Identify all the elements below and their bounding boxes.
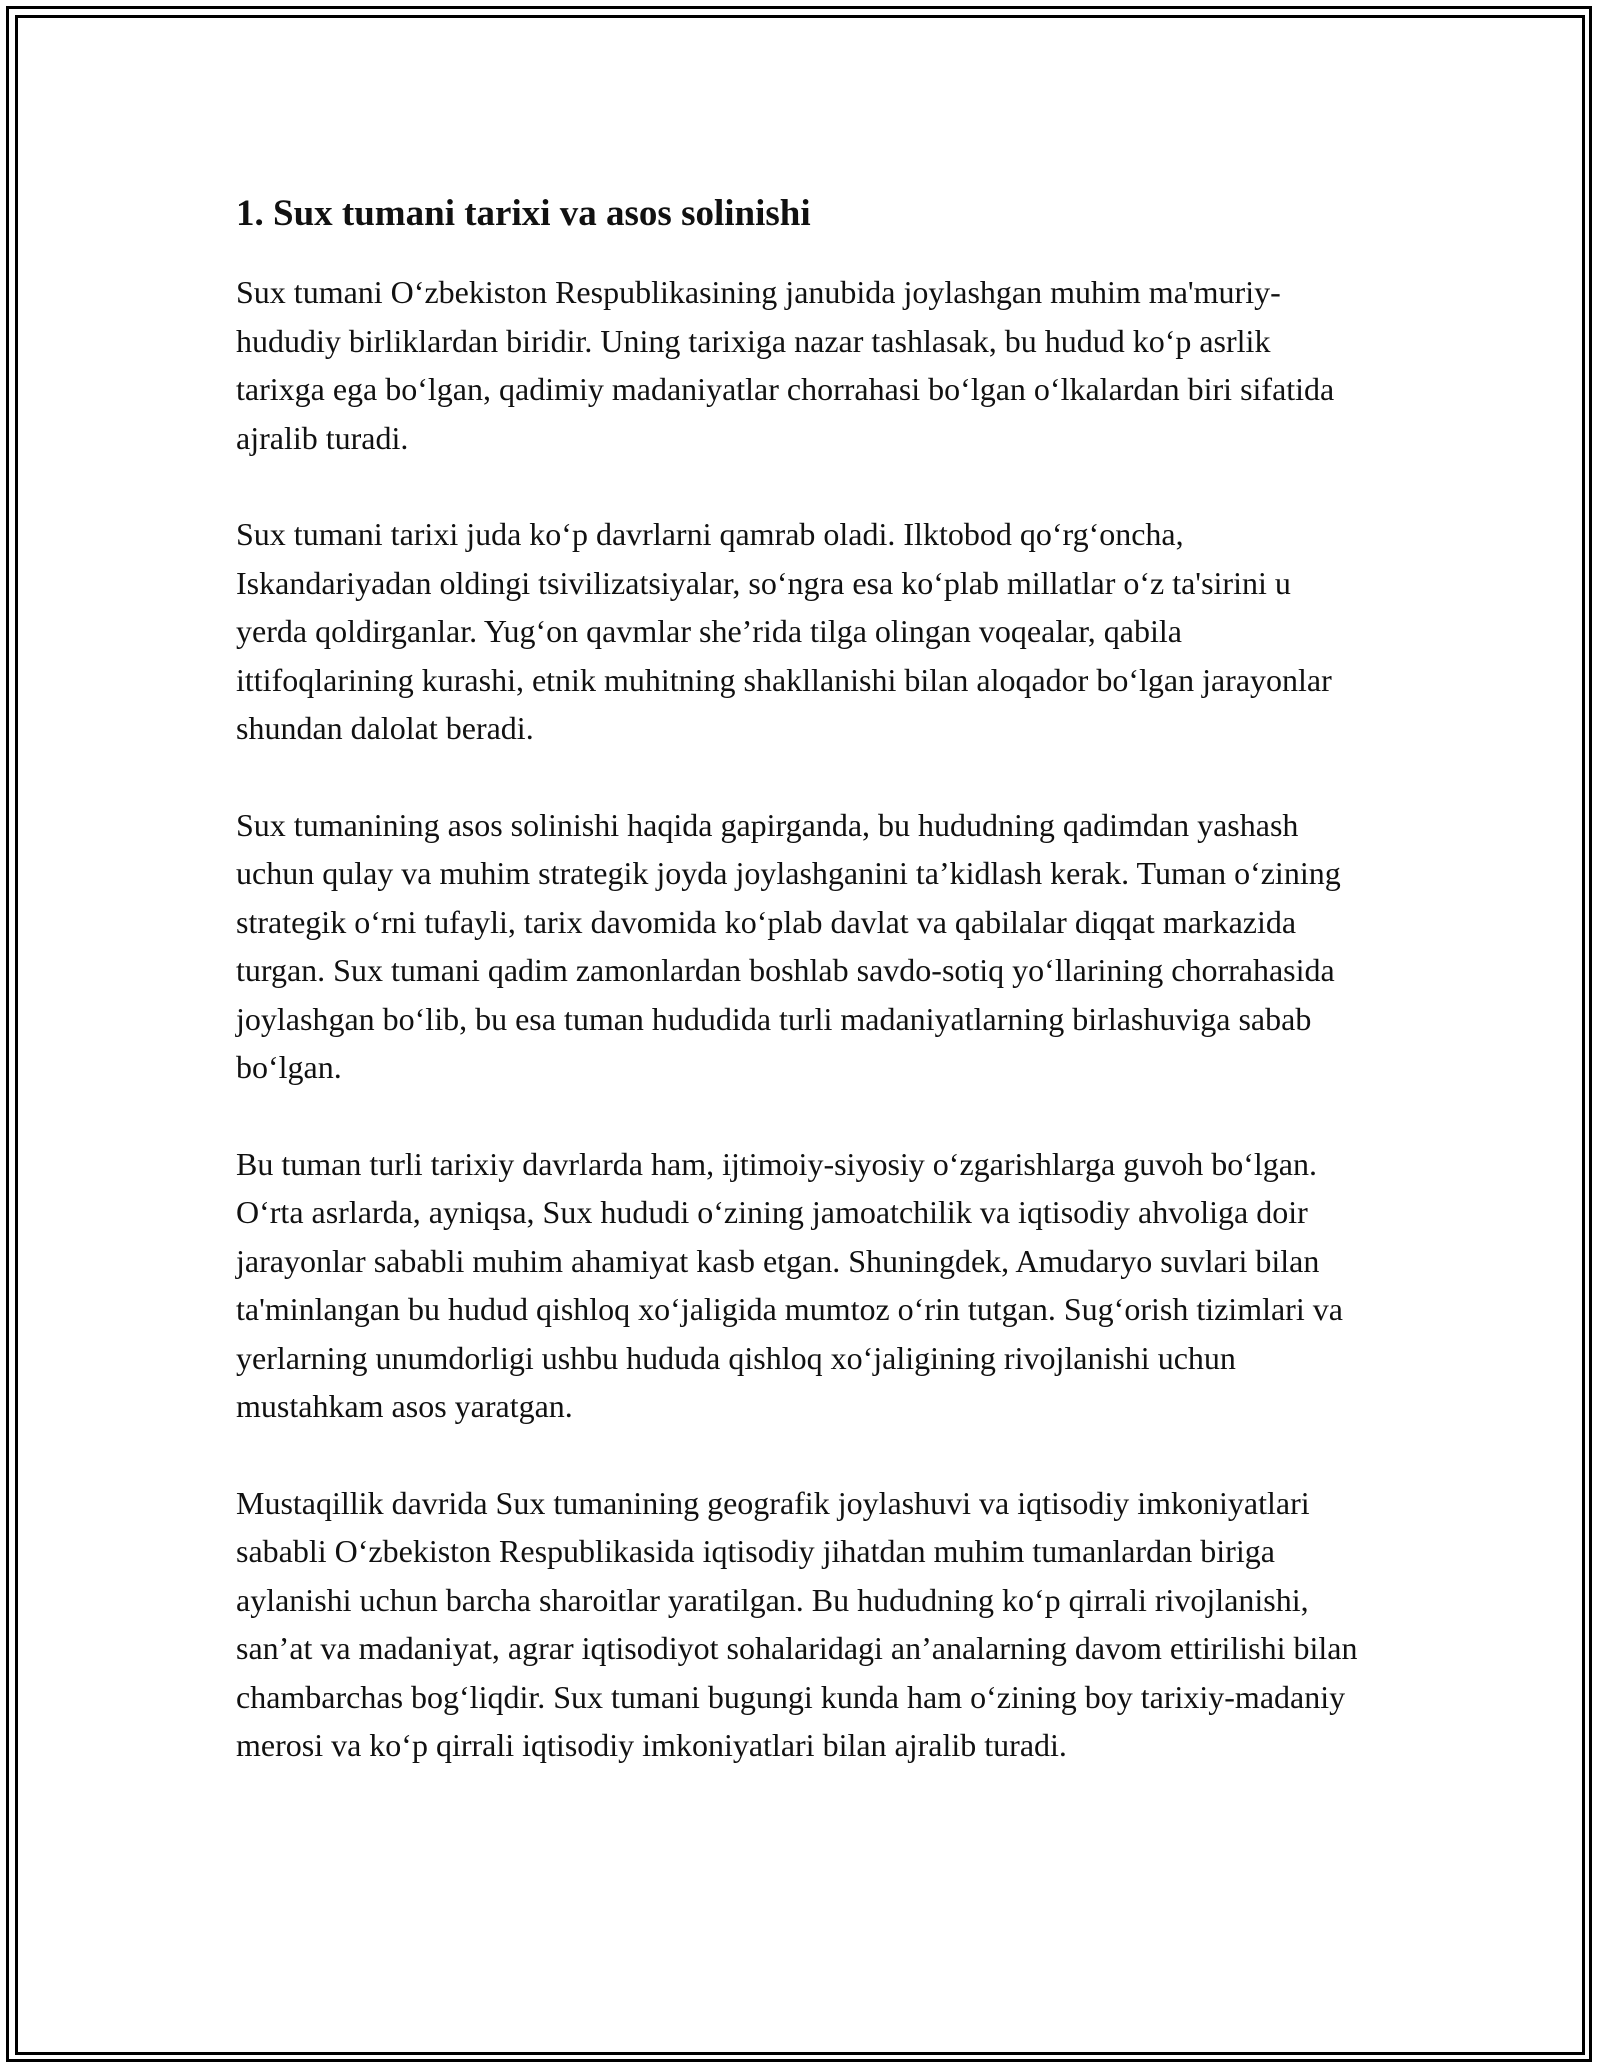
paragraph-3: Sux tumanining asos solinishi haqida gapirganda, bu hududning qadimdan yashash uchun qulay va muhim strategik joyda joylashganini ta’kidlash kerak. Tuman o‘zining strategik o‘rni tufayli, tarix davomida ko‘plab davlat va qabilalar diqqat markazida turgan. Sux tumani qadim zamonlardan boshlab savdo-sotiq yo‘llarining chorrahasida joylashgan bo‘lib, bu esa tuman hududida turli madaniyatlarning birlashuviga sabab bo‘lgan. bbox=[236, 806, 1341, 1085]
paragraph-4: Bu tuman turli tarixiy davrlarda ham, ijtimoiy-siyosiy o‘zgarishlarga guvoh bo‘lgan. O‘rta asrlarda, ayniqsa, Sux hududi o‘zining jamoatchilik va iqtisodiy ahvoliga doir jarayonlar sababli muhim ahamiyat kasb etgan. Shuningdek, Amudaryo suvlari bilan ta'minlangan bu hudud qishloq xo‘jaligida mumtoz o‘rin tutgan. Sug‘orish tizimlari va yerlarning unumdorligi ushbu hududa qishloq xo‘jaligining rivojlanishi uchun mustahkam asos yaratgan. bbox=[236, 1145, 1343, 1424]
paragraph-2: Sux tumani tarixi juda ko‘p davrlarni qamrab oladi. Ilktobod qo‘rg‘oncha, Iskandariyadan oldingi tsivilizatsiyalar, so‘ngra esa ko‘plab millatlar o‘z ta'sirini u yerda qoldirganlar. Yug‘on qavmlar she’rida tilga olingan voqealar, qabila ittifoqlarining kurashi, etnik muhitning shakllanishi bilan aloqador bo‘lgan jarayonlar shundan dalolat beradi. bbox=[236, 516, 1332, 746]
document-body bbox=[236, 188, 1366, 1818]
paragraph-1: Sux tumani O‘zbekiston Respublikasining janubida joylashgan muhim ma'muriy-hududiy birliklardan biridir. Uning tarixiga nazar tashlasak, bu hudud ko‘p asrlik tarixga ega bo‘lgan, qadimiy madaniyatlar chorrahasi bo‘lgan o‘lkalardan biri sifatida ajralib turadi. bbox=[236, 274, 1335, 456]
page-title: 1. Sux tumani tarixi va asos solinishi bbox=[236, 193, 811, 234]
paragraph-5: Mustaqillik davrida Sux tumanining geografik joylashuvi va iqtisodiy imkoniyatlari sababli O‘zbekiston Respublikasida iqtisodiy jihatdan muhim tumanlardan biriga aylanishi uchun barcha sharoitlar yaratilgan. Bu hududning ko‘p qirrali rivojlanishi, san’at va madaniyat, agrar iqtisodiyot sohalaridagi an’analarning davom ettirilishi bilan chambarchas bog‘liqdir. Sux tumani bugungi kunda ham o‘zining boy tarixiy-madaniy merosi va ko‘p qirrali iqtisodiy imkoniyatlari bilan ajralib turadi. bbox=[236, 1484, 1358, 1763]
